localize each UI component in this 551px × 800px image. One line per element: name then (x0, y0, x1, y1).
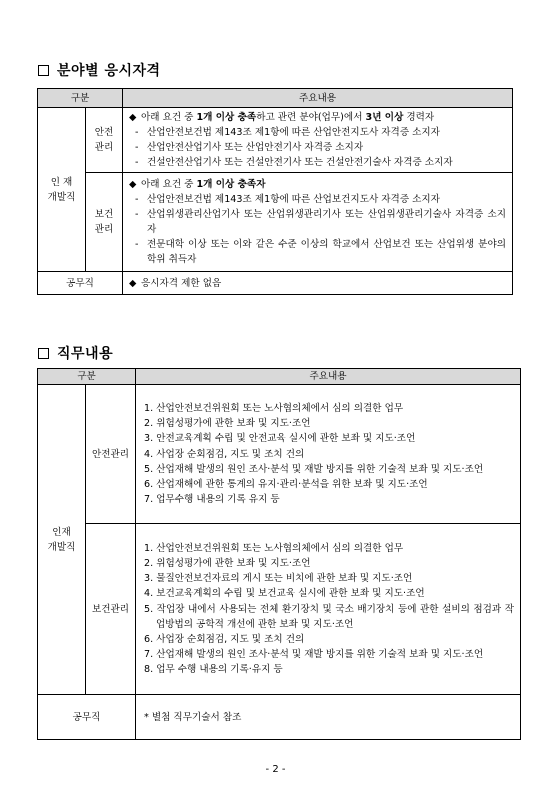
lead-text: 하고 관련 분야(업무)에서 (256, 112, 366, 123)
section-title-qualifications (38, 60, 161, 80)
list-item: - 산업안전보건법 제143조 제1항에 따른 산업안전지도사 자격증 소지자 (135, 127, 440, 138)
list-item: - 산업위생관리산업기사 또는 산업위생관리기사 또는 산업위생관리기술사 자격증 소지자 (135, 209, 506, 235)
bullet-icon: ◆ (129, 112, 137, 123)
list-item: - 전문대학 이상 또는 이와 같은 수준 이상의 학교에서 산업보건 또는 산업위생 분야의 학위 취득자 (135, 239, 506, 265)
section1-title-text: 분야별 응시자격 (57, 63, 161, 79)
civil-label: 공무직 (38, 695, 136, 740)
health-duties (136, 524, 521, 695)
list-item: 4. 사업장 순회점검, 지도 및 조치 건의 (144, 448, 305, 460)
list-item: 8. 업무 수행 내용의 기록·유지 등 (144, 664, 283, 676)
section2-title-text: 직무내용 (57, 346, 114, 362)
safety-qualifications (123, 108, 513, 173)
list-item: 7. 업무수행 내용의 기록 유지 등 (144, 494, 280, 506)
civil-qualification: ◆ 응시자격 제한 없음 (123, 272, 513, 295)
lead-text: 경력자 (403, 112, 435, 123)
list-item: 2. 위험성평가에 관한 보좌 및 지도·조언 (144, 557, 311, 569)
health-label: 보건관리 (86, 524, 136, 695)
list-item: 1. 산업안전보건위원회 또는 노사협의체에서 심의 의결한 업무 (144, 542, 404, 554)
group-label: 인재 개발직 (38, 385, 86, 695)
page-number: - 2 - (265, 764, 286, 775)
bullet-icon: ◆ (129, 277, 137, 289)
civil-duties: * 별첨 직무기술서 참조 (136, 695, 521, 740)
lead-bold: 1개 이상 충족자 (196, 179, 266, 190)
list-item: 3. 물질안전보건자료의 게시 또는 비치에 관한 보좌 및 지도·조언 (144, 573, 413, 585)
list-item: - 산업안전산업기사 또는 산업안전기사 자격증 소지자 (135, 142, 364, 153)
checkbox-square-icon (38, 348, 49, 359)
list-item: - 건설안전산업기사 또는 건설안전기사 또는 건설안전기술사 자격증 소지자 (135, 157, 453, 168)
lead-bold: 3년 이상 (365, 112, 404, 123)
list-item: 3. 안전교육계획 수립 및 안전교육 실시에 관한 보좌 및 지도·조언 (144, 433, 416, 445)
checkbox-square-icon (38, 65, 49, 76)
header-category: 구분 (38, 89, 123, 108)
lead-bold: 1개 이상 충족 (196, 112, 257, 123)
list-item: 5. 작업장 내에서 사용되는 전체 환기장치 및 국소 배기장치 등에 관한 설비의 점검과 작업방법의 공학적 개선에 관한 보좌 및 지도·조언 (144, 603, 514, 630)
safety-duties (136, 385, 521, 524)
list-item: - 산업안전보건법 제143조 제1항에 따른 산업보건지도사 자격증 소지자 (135, 194, 440, 205)
duties-table (37, 368, 521, 740)
list-item: 2. 위험성평가에 관한 보좌 및 지도·조언 (144, 418, 311, 430)
list-item: 5. 산업재해 발생의 원인 조사·분석 및 재발 방지를 위한 기술적 보좌 및 지도·조언 (144, 463, 484, 475)
list-item: 1. 산업안전보건위원회 또는 노사협의체에서 심의 의결한 업무 (144, 402, 404, 414)
lead-text: 아래 요건 중 (141, 112, 197, 123)
safety-lead (129, 110, 506, 125)
health-label: 보건 관리 (86, 173, 123, 272)
qualifications-table (37, 88, 513, 295)
health-qualifications (123, 173, 513, 272)
safety-label: 안전 관리 (86, 108, 123, 173)
health-lead (129, 177, 506, 192)
list-item: 7. 산업재해 발생의 원인 조사·분석 및 재발 방지를 위한 기술적 보좌 및 지도·조언 (144, 649, 484, 661)
group-label: 인 재 개발직 (38, 108, 86, 272)
header-category: 구분 (38, 369, 136, 385)
header-content: 주요내용 (123, 89, 513, 108)
lead-text: 아래 요건 중 (141, 179, 197, 190)
bullet-icon: ◆ (129, 179, 137, 190)
list-item: 4. 보건교육계획의 수립 및 보건교육 실시에 관한 보좌 및 지도·조언 (144, 588, 425, 600)
section-title-duties (38, 343, 113, 363)
list-item: 6. 산업재해에 관한 통계의 유지·관리·분석을 위한 보좌 및 지도·조언 (144, 479, 428, 490)
civil-label: 공무직 (38, 272, 123, 295)
safety-label: 안전관리 (86, 385, 136, 524)
header-content: 주요내용 (136, 369, 521, 385)
list-item: 6. 사업장 순회점검, 지도 및 조치 건의 (144, 634, 305, 645)
